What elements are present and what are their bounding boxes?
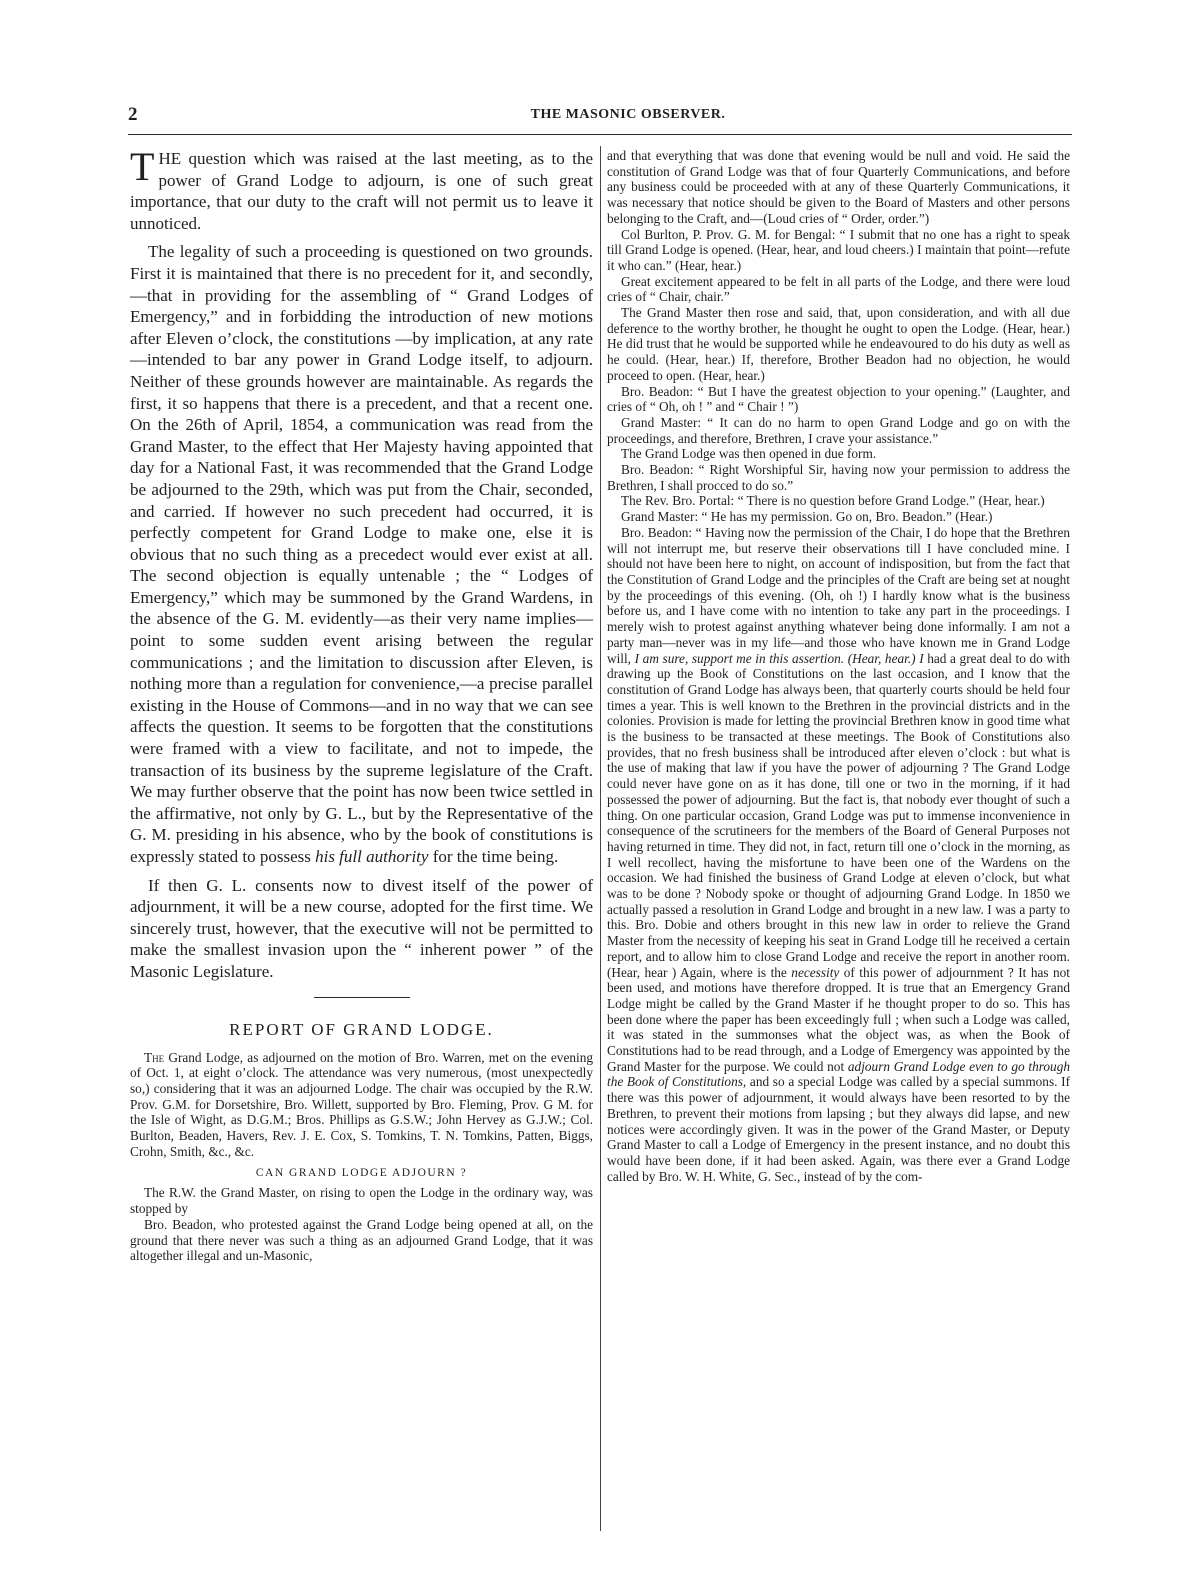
- report-paragraph-2: Bro. Beadon, who protested against the Grand Lodge being opened at all, on the ground that there never was such a thing as an adjourned Grand Lodge, that it was altogether illegal and un-Masonic,: [130, 1216, 593, 1264]
- right-paragraph-5: Bro. Beadon: “ But I have the greatest objection to your opening.” (Laughter, and cries of “ Oh, oh ! ” and “ Chair ! ”): [607, 383, 1070, 415]
- right-paragraph-9: The Rev. Bro. Portal: “ There is no question before Grand Lodge.” (Hear, hear.): [621, 493, 1045, 509]
- editorial-paragraph-1: [130, 144, 593, 234]
- right-paragraph-8: Bro. Beadon: “ Right Worshipful Sir, having now your permission to address the Brethren, I shall procced to do so.”: [607, 462, 1070, 493]
- right-paragraph-2: Col Burlton, P. Prov. G. M. for Bengal: “ I submit that no one has a right to speak till Grand Lodge is opened. (Hear, hear, and loud cheers.) I maintain that point—refute it who can.” (Hear, hear.): [607, 226, 1070, 273]
- report-intro: The Grand Lodge, as adjourned on the motion of Bro. Warren, met on the evening of Oct. 1, at eight o’clock. The attendance was very numerous, (most unexpectedly so,) considering that it was an adjourned Lodge. The chair was occupied by the R.W. Prov. G.M. for Dorsetshire, Bro. Willett, supported by Bro. Fleming, Prov. G M. for the Isle of Wight, as D.G.M.; Bros. Phillips as G.S.W.; John Hervey as G.J.W.; Col. Burlton, Beaden, Havers, Rev. J. E. Cox, S. Tomkins, T. N. Tomkins, Patten, Biggs, Crohn, Smith, &c., &c.: [130, 1049, 593, 1159]
- right-paragraph-1: and that everything that was done that evening would be null and void. He said the constitution of Grand Lodge was that of four Quarterly Communications, and before any business could be proceeded with at any of these Quarterly Communications, it was necessary that notice should be given to the Board of Masters and other persons belonging to the Craft, and—(Loud cries of “ Order, order.”): [607, 148, 1070, 226]
- report-section: [130, 1020, 593, 1264]
- right-paragraph-7: The Grand Lodge was then opened in due form.: [621, 446, 877, 462]
- editorial-paragraph-2: The legality of such a proceeding is questioned on two grounds. First it is maintained that there is no precedent for it, and secondly,—that in providing for the assembling of “ Grand Lodges of Emergency,” and in forbidding the introduction of new motions after Eleven o’clock, the constitutions —by implication, at any rate—intended to bar any power in Grand Lodge itself, to adjourn. Neither of these grounds however are maintainable. As regards the first, it so happens that there is a precedent, and that a recent one. On the 26th of April, 1854, a communication was read from the Grand Master, to the effect that Her Majesty having appointed that day for a National Fast, it was recommended that the Grand Lodge be adjourned to the 29th, which was put from the Chair, seconded, and carried. If however no such precedent had occurred, it is perfectly competent for Grand Lodge to make one, else it is obvious that no such thing as a precedect would ever exist at all. The second objection is equally untenable ; the “ Lodges of Emergency,” which may be summoned by the Grand Wardens, in the absence of the G. M. evidently—as their very name implies—point to some sudden event arising between the regular communications ; and the limitation to discussion after Eleven, is nothing more than a regulation for convenience,—a precise parallel existing in the House of Commons—and in no way that we can see affects the question. It seems to be forgotten that the constitutions were framed with a view to facilitate, and not to impede, the transaction of its business by the supreme legislature of the Craft. We may further observe that the point has now been twice settled in the affirmative, not only by G. L., but by the Representative of the G. M. presiding in his absence, who by the book of constitutions is expressly stated to possess his full authority for the time being.: [130, 242, 593, 866]
- left-column: [130, 144, 593, 1264]
- column-divider: [600, 146, 601, 1531]
- drop-cap: T: [130, 144, 155, 189]
- right-paragraph-3: Great excitement appeared to be felt in all parts of the Lodge, and there were loud cries of “ Chair, chair.”: [607, 273, 1070, 305]
- page-header: [128, 104, 1072, 132]
- section-divider: [314, 997, 410, 998]
- editorial-paragraph-3: If then G. L. consents now to divest itself of the power of adjournment, it will be a new course, adopted for the first time. We sincerely trust, however, that the executive will not be permitted to make the smallest invasion upon the “ inherent power ” of the Masonic Legislature.: [130, 875, 593, 981]
- report-title: REPORT OF GRAND LODGE.: [229, 1019, 494, 1039]
- right-paragraph-10: Grand Master: “ He has my permission. Go on, Bro. Beadon.” (Hear.): [621, 509, 993, 525]
- right-paragraph-6: Grand Master: “ It can do no harm to open Grand Lodge and go on with the proceedings, and therefore, Brethren, I crave your assistance.”: [607, 414, 1070, 446]
- report-paragraph-1: The R.W. the Grand Master, on rising to open the Lodge in the ordinary way, was stopped by: [130, 1185, 593, 1217]
- report-subhead: CAN GRAND LODGE ADJOURN ?: [255, 1167, 468, 1180]
- header-rule: [128, 134, 1072, 135]
- right-column: [607, 148, 1070, 1184]
- right-paragraph-11: Bro. Beadon: “ Having now the permission of the Chair, I do hope that the Brethren will not interrupt me, but reserve their observations till I have concluded mine. I should not have been here to night, on account of indisposition, but from the fact that the Constitution of Grand Lodge and the principles of the Craft are being set at nought by the proceedings of this evening. (Oh, oh !) I hardly know what is the business before us, and I have come with no intention to take any part in the proceedings. I merely wish to protest against anything whatever being done informally. I am not a party man—never was in my life—and those who have known me in Grand Lodge will, I am sure, support me in this assertion. (Hear, hear.) I had a great deal to do with drawing up the Book of Constitutions on the last occasion, and I know that the constitution of Grand Lodge has always been, that quarterly courts should be held four times a year. This is well known to the Brethren in the provincial districts and in the colonies. Provision is made for letting the provincial Brethren know in good time what is the business to be transacted at these meetings. The Book of Constitutions also provides, that no fresh business shall be introduced after eleven o’clock : but what is the use of making that law if you have the power of adjourning ? The Grand Lodge could never have gone on as it has done, till one or two in the morning, if it had possessed the power of adjourning. But the fact is, that nobody ever thought of such a thing. On one particular occasion, Grand Lodge was put to immense inconvenience in consequence of the scrutineers for the members of the Board of General Purposes not having returned in time. They did not, in fact, return till one o’clock in the morning, as I well recollect, having the misfortune to have been one of the Wardens on the occasion. We had finished the business of Grand Lodge at eleven o’clock, but what was to be done ? Nobody spoke or thought of adjourning Grand Lodge. In 1850 we actually passed a resolution in Grand Lodge and brought in a new law. I was a party to this. Bro. Dobie and others brought in this new law in order to relieve the Grand Master from the necessity of keeping his seat in Grand Lodge till he received a certain report, and to allow him to close Grand Lodge and receive the report in another room. (Hear, hear ) Again, where is the necessity of this power of adjournment ? It has not been used, and motions have therefore dropped. It is true that an Emergency Grand Lodge might be called by the Grand Master if he thought proper to do so. This has been done where the paper has been exceedingly full ; when such a Lodge was called, it was stated in the summonses what the object was, as when the Book of Constitutions had to be read through, and a Lodge of Emergency was appointed by the Grand Master for the purpose. We could not adjourn Grand Lodge even to go through the Book of Constitutions, and so a special Lodge was called by a special summons. If there was this power of adjournment, it would always have been resorted to by the Brethren, to prevent their motions from lapsing ; but they always did lapse, and new notices were accordingly given. It was in the power of the Grand Master, or Deputy Grand Master to call a Lodge of Emergency in the present instance, and no doubt this would have been done, if it had been asked. Again, was there ever a Grand Lodge called by Bro. W. H. White, G. Sec., instead of by the com-: [607, 524, 1071, 1184]
- editorial: [130, 144, 593, 983]
- running-title: THE MASONIC OBSERVER.: [530, 107, 726, 122]
- editorial-italic: his full authority: [315, 847, 429, 866]
- editorial-text-1: question which was raised at the last meeting, as to the power of Grand Lodge to adjourn, is one of such great importance, that our duty to the craft will not permit us to leave it unnoticed.: [130, 149, 593, 233]
- page-number: 2: [128, 104, 138, 125]
- editorial-smallcaps: HE: [158, 149, 182, 168]
- right-paragraph-4: The Grand Master then rose and said, that, upon consideration, and with all due deference to the worthy brother, he thought he ought to open the Lodge. (Hear, hear.) He did trust that he would be supported while he endeavoured to do his duty as well as he could. (Hear, hear.) If, therefore, Brother Beadon had no objection, he would proceed to open. (Hear, hear.): [607, 305, 1070, 383]
